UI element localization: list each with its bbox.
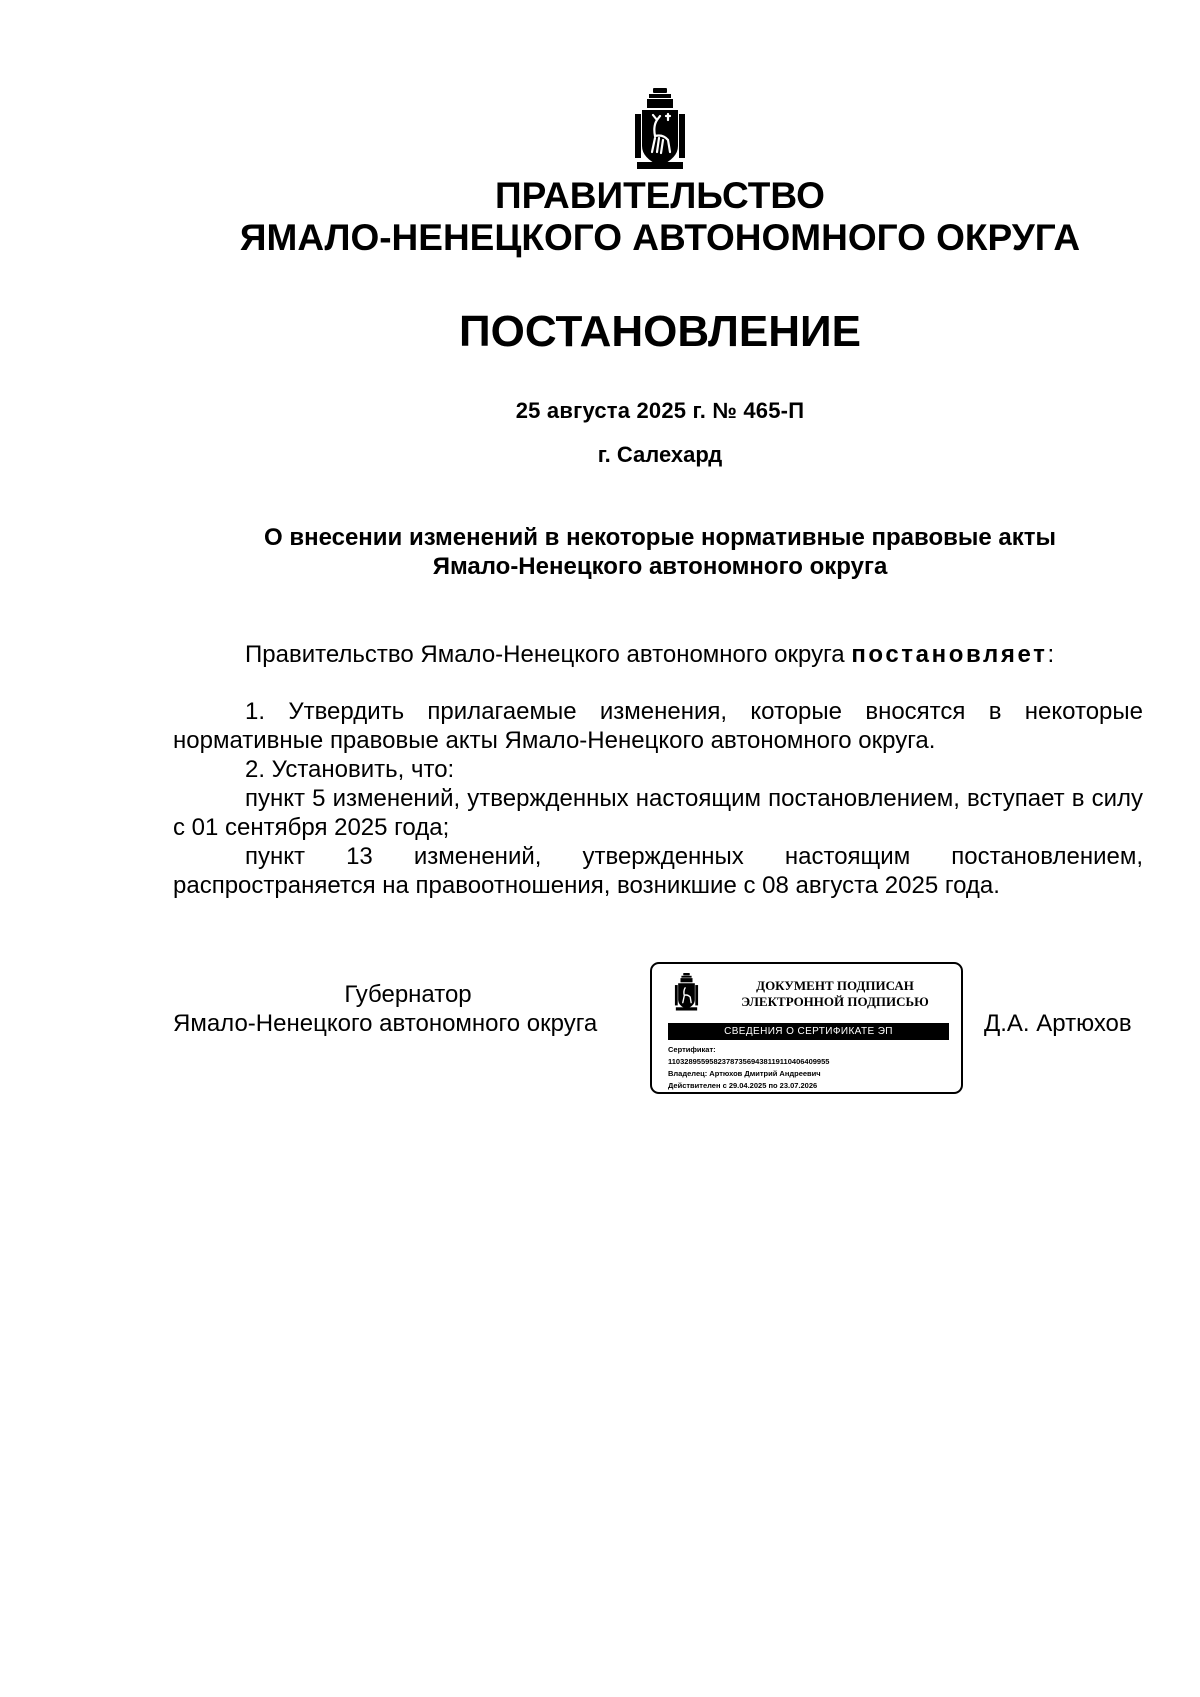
item-1: 1. Утвердить прилагаемые изменения, которые вносятся в некоторые нормативные правовые акты Ямало-Ненецкого автономного округа. (173, 698, 1143, 754)
stamp-heading-line-2: ЭЛЕКТРОННОЙ ПОДПИСЬЮ (741, 994, 929, 1009)
government-title: ПРАВИТЕЛЬСТВО (495, 175, 825, 216)
date-and-number: 25 августа 2025 г. № 465-П (515, 398, 805, 423)
preamble-end: : (1047, 641, 1055, 668)
certificate-details (668, 1044, 953, 1092)
signatory-name: Д.А. Артюхов (984, 1010, 1132, 1037)
stamp-coat-of-arms-icon (674, 972, 699, 1012)
certificate-validity: Действителен с 29.04.2025 по 23.07.2026 (668, 1081, 818, 1090)
item-2-b-line-2: распространяется на правоотношения, возникшие с 08 августа 2025 года. (173, 872, 1000, 899)
certificate-number: 110328955958237873569438119110406409955 (668, 1057, 830, 1066)
certificate-owner: Владелец: Артюхов Дмитрий Андреевич (668, 1069, 821, 1078)
preamble (173, 640, 1143, 669)
preamble-verb: постановляет (851, 641, 1048, 668)
document-type: ПОСТАНОВЛЕНИЕ (458, 307, 862, 356)
item-2: 2. Установить, что: (245, 756, 455, 783)
electronic-signature-stamp (650, 962, 963, 1094)
certificate-info-bar: СВЕДЕНИЯ О СЕРТИФИКАТЕ ЭП (668, 1023, 949, 1040)
resolution-items (173, 697, 1143, 900)
coat-of-arms-icon (633, 86, 687, 172)
item-2-b-line-1: пункт 13 изменений, утвержденных настоящим постановлением, (245, 843, 1143, 870)
position-line-1: Губернатор (344, 981, 472, 1008)
stamp-heading (710, 978, 960, 1010)
position-line-2: Ямало-Ненецкого автономного округа (173, 1010, 598, 1037)
certificate-label: Сертификат: (668, 1045, 716, 1054)
city: г. Салехард (597, 442, 723, 467)
stamp-heading-line-1: ДОКУМЕНТ ПОДПИСАН (756, 978, 914, 993)
government-region: ЯМАЛО-НЕНЕЦКОГО АВТОНОМНОГО ОКРУГА (239, 217, 1081, 258)
subject-line-1: О внесении изменений в некоторые нормативные правовые акты (263, 524, 1056, 551)
preamble-text: Правительство Ямало-Ненецкого автономного округа (245, 641, 852, 668)
subject-line-2: Ямало-Ненецкого автономного округа (432, 553, 888, 580)
signatory-position (173, 980, 643, 1038)
item-2-a: пункт 5 изменений, утвержденных настоящим постановлением, вступает в силу с 01 сентября 2025 года; (173, 785, 1143, 841)
